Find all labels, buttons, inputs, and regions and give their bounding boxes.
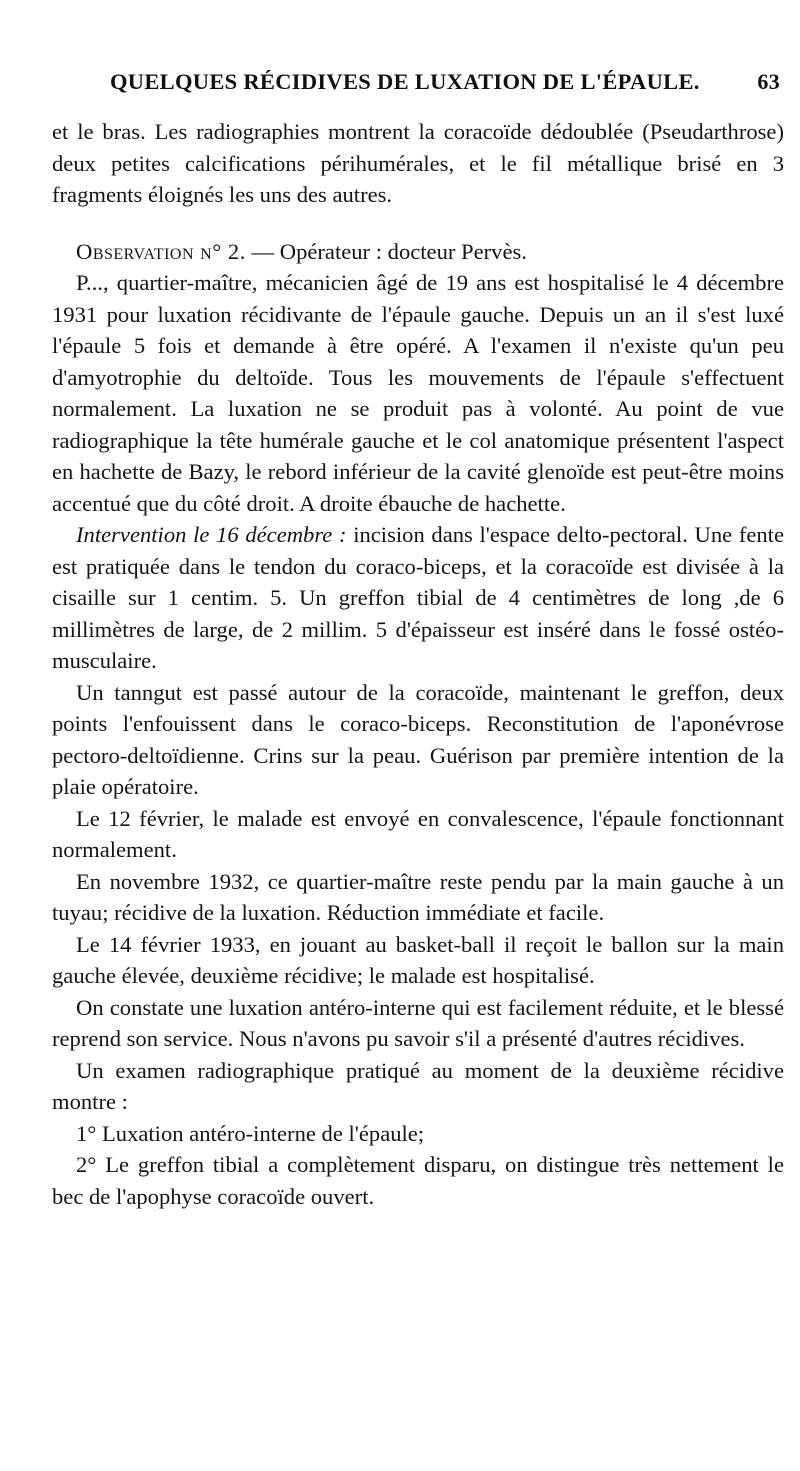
paragraph-radiography: Un examen radiographique pratiqué au moment de la deuxième récidive montre : bbox=[52, 1057, 784, 1114]
intervention-label: Intervention le 16 décembre : bbox=[76, 522, 347, 547]
paragraph-case-history: P..., quartier-maître, mécanicien âgé de 19 ans est hospitalisé le 4 décembre 1931 pour luxation récidivante de l'épaule gauche. Depuis un an il s'est luxé l'épaule 5 fois et demande à être opéré. A l'examen il n'existe qu'un peu d'amyotrophie du deltoïde. Tous les mouvements de l'épaule s'effectuent normalement. La luxation ne se produit pas à volonté. Au point de vue radiographique la tête humérale gauche et le col anatomique présentent l'aspect en hachette de Bazy, le rebord inférieur de la cavité glenoïde est peut-être moins accentué que du côté droit. A droite ébauche de hachette. bbox=[52, 270, 784, 516]
observation-operator: — Opérateur : docteur Pervès. bbox=[245, 238, 527, 264]
running-header bbox=[52, 62, 784, 102]
paragraph-first-recurrence: En novembre 1932, ce quartier-maître reste pendu par la main gauche à un tuyau; récidive de la luxation. Réduction immédiate et facile. bbox=[52, 868, 784, 925]
list-item-2: 2° Le greffon tibial a complètement disparu, on distingue très nettement le bec de l'apophyse coracoïde ouvert. bbox=[52, 1152, 784, 1209]
list-item-1: 1° Luxation antéro-interne de l'épaule; bbox=[76, 1120, 425, 1146]
paragraph-continuation: et le bras. Les radiographies montrent la coracoïde dédoublée (Pseudarthrose) deux petites calcifications périhumérales, et le fil métallique brisé en 3 fragments éloignés les uns des autres. bbox=[52, 119, 784, 207]
paragraph-findings: On constate une luxation antéro-interne qui est facilement réduite, et le blessé reprend son service. Nous n'avons pu savoir s'il a présenté d'autres récidives. bbox=[52, 994, 784, 1051]
paragraph-convalescence: Le 12 février, le malade est envoyé en convalescence, l'épaule fonctionnant normalement. bbox=[52, 805, 784, 862]
page bbox=[52, 62, 784, 1212]
paragraph-intervention bbox=[52, 519, 784, 677]
paragraph-procedure: Un tanngut est passé autour de la coracoïde, maintenant le greffon, deux points l'enfouissent dans le coraco-biceps. Reconstitution de l'aponévrose pectoro-deltoïdienne. Crins sur la peau. Guérison par première intention de la plaie opératoire. bbox=[52, 679, 784, 799]
page-number: 63 bbox=[757, 69, 780, 94]
paragraph-second-recurrence: Le 14 février 1933, en jouant au basket-ball il reçoit le ballon sur la main gauche élevée, deuxième récidive; le malade est hospitalisé. bbox=[52, 931, 784, 988]
body-text bbox=[52, 116, 784, 1212]
intervention-text: incision dans l'espace delto-pectoral. Une fente est pratiquée dans le tendon du coraco-biceps, et la coracoïde est divisée à la cisaille sur 1 centim. 5. Un greffon tibial de 4 centimètres de long ,de 6 millimètres de large, de 2 millim. 5 d'épaisseur est inséré dans le fossé ostéo-musculaire. bbox=[52, 522, 784, 673]
observation-heading bbox=[52, 236, 784, 268]
observation-label: Observation n° 2. bbox=[76, 238, 246, 264]
page-title: QUELQUES RÉCIDIVES DE LUXATION DE L'ÉPAULE. bbox=[110, 69, 700, 94]
